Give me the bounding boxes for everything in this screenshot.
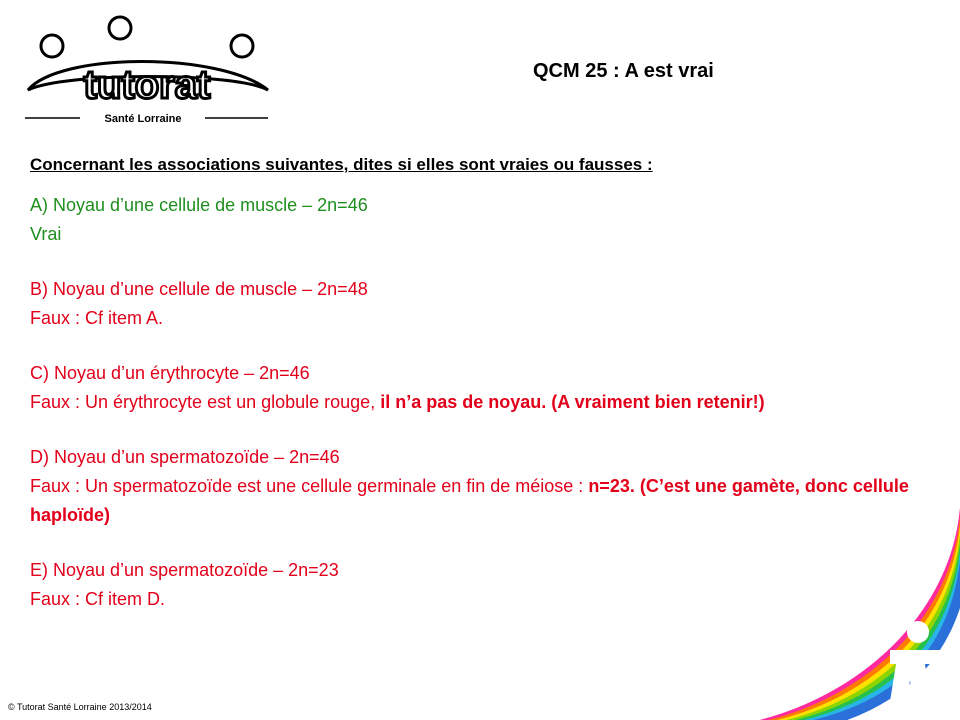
item-statement: C) Noyau d’un érythrocyte – 2n=46 bbox=[30, 363, 310, 383]
item-b bbox=[30, 275, 930, 333]
item-a bbox=[30, 191, 930, 249]
item-statement: A) Noyau d’une cellule de muscle – 2n=46 bbox=[30, 195, 368, 215]
item-statement: B) Noyau d’une cellule de muscle – 2n=48 bbox=[30, 279, 368, 299]
item-statement: D) Noyau d’un spermatozoïde – 2n=46 bbox=[30, 447, 340, 467]
slide-title: QCM 25 : A est vrai bbox=[533, 60, 714, 82]
item-answer: Faux : Cf item D. bbox=[30, 589, 166, 609]
copyright-footer: © Tutorat Santé Lorraine 2013/2014 bbox=[8, 702, 152, 712]
item-answer: Vrai bbox=[30, 224, 62, 244]
question-intro: Concernant les associations suivantes, dites si elles sont vraies ou fausses : bbox=[30, 155, 653, 174]
item-c bbox=[30, 359, 930, 417]
logo-subtitle: Santé Lorraine bbox=[104, 113, 182, 125]
logo-wordmark: tutorat bbox=[83, 63, 211, 107]
item-answer: Faux : Cf item A. bbox=[30, 308, 164, 328]
item-answer: Faux : Un spermatozoïde est une cellule germinale en fin de méiose : n=23. (C’est une gamète, donc cellule haploïde) bbox=[30, 476, 909, 525]
rainbow-corner-decoration bbox=[740, 500, 960, 720]
item-answer: Faux : Un érythrocyte est un globule rouge, il n’a pas de noyau. (A vraiment bien retenir!) bbox=[30, 392, 765, 412]
item-statement: E) Noyau d’un spermatozoïde – 2n=23 bbox=[30, 560, 339, 580]
tutorat-logo bbox=[20, 12, 275, 127]
